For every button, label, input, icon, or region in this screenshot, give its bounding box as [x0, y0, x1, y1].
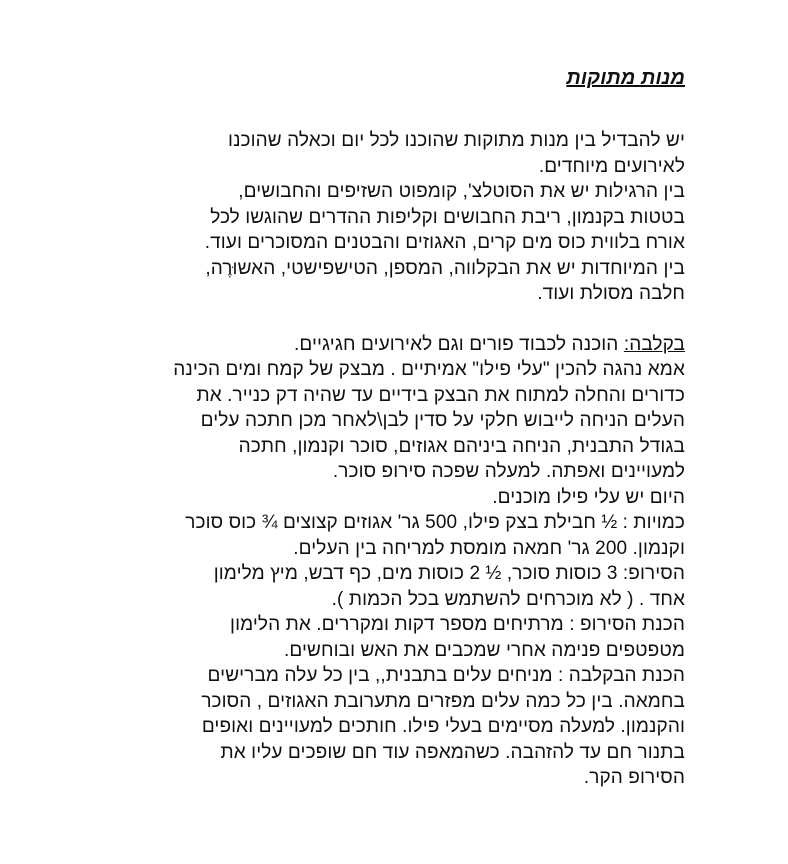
document-title: מנות מתוקות: [566, 67, 685, 89]
baklava-line: בגודל התבנית, הניחה ביניהם אגוזים, סוכר וקנמון, חתכה: [238, 435, 685, 457]
baklava-line: אחד . ( לא מוכרחים להשתמש בכל הכמות ).: [331, 588, 685, 610]
baklava-line: והקנמון. למעלה מסיימים בעלי פילו. חותכים למעויינים ואופים: [201, 716, 685, 737]
baklava-line: היום יש עלי פילו מוכנים.: [492, 486, 685, 508]
intro-line: בין הרגילות יש את הסוטלצ', קומפוט השזיפים והחבושים,: [238, 181, 685, 202]
intro-line: לאירועים מיוחדים.: [538, 155, 685, 177]
baklava-line: וקנמון. 200 גר' חמאה מומסת למריחה בין העלים.: [293, 537, 685, 559]
document-body: [45, 66, 685, 791]
baklava-line: כדורים והחלה למתוח את הבצק בידיים עד שהיה דק כנייר. את: [196, 384, 685, 406]
intro-line: חלבה מסולת ועוד.: [537, 283, 685, 304]
baklava-line: בתנור חם עד להזהבה. כשהמאפה עוד חם שופכים עליו את: [220, 741, 685, 763]
intro-line: אורח בלווית כוס מים קרים, האגוזים והבטנים המסוכרים ועוד.: [204, 232, 685, 253]
intro-paragraph: [45, 128, 685, 307]
baklava-line: בחמאה. בין כל כמה עלים מפזרים מתערובת האגוזים , הסוכר: [201, 690, 685, 712]
baklava-line: אמא נהגה להכין "עלי פילו" אמיתיים . מבצק של קמח ומים הכינה: [173, 359, 685, 380]
baklava-section: [45, 332, 685, 791]
intro-line: יש להבדיל בין מנות מתוקות שהוכנו לכל יום וכאלה שהוכנו: [228, 130, 685, 151]
baklava-heading: בקלבה:: [623, 333, 685, 355]
baklava-first-line: [45, 332, 685, 358]
baklava-line: הכנת הבקלבה : מניחים עלים בתבנית,, בין כל עלה מברישים: [207, 665, 685, 686]
baklava-line: הכנת הסירופ : מרתיחים מספר דקות ומקררים. את הלימון: [230, 614, 685, 635]
intro-line: בין המיוחדות יש את הבקלווה, המספן, הטישפישטי, האשוּרֶה,: [205, 257, 685, 279]
baklava-line: הסירופ הקר.: [583, 767, 685, 788]
baklava-line: הסירופ: 3 כוסות סוכר, ½ 2 כוסות מים, כף דבש, מיץ מלימון: [213, 563, 685, 584]
baklava-line: למעויינים ואפתה. למעלה שפכה סירופ סוכר.: [332, 461, 685, 482]
baklava-line: העלים הניחה לייבוש חלקי על סדין לבן\לאחר מכן חתכה עלים: [200, 410, 685, 431]
baklava-line: מטפטפים פנימה אחרי שמכבים את האש ובוחשים.: [284, 639, 685, 661]
baklava-intro-text: הוכנה לכבוד פורים וגם לאירועים חגיגיים.: [294, 333, 624, 355]
baklava-line: כמויות : ½ חבילת בצק פילו, 500 גר' אגוזים קצוצים ¾ כוס סוכר: [185, 512, 685, 533]
intro-line: בטטות בקנמון, ריבת החבושים וקליפות ההדרים שהוגשו לכל: [210, 206, 685, 228]
